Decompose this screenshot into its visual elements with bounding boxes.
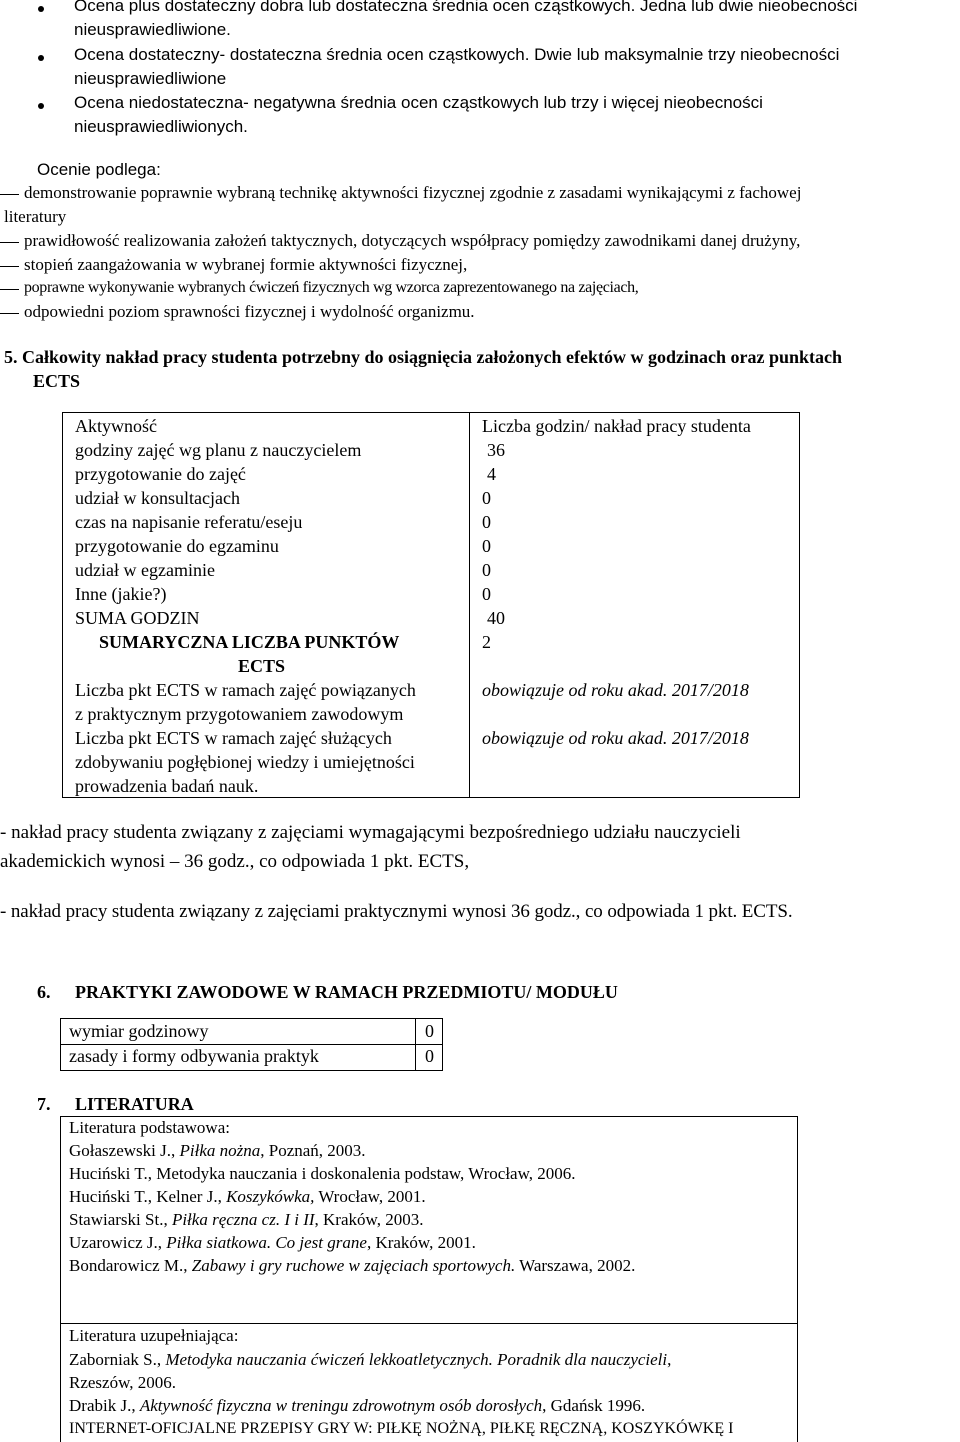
literature-author: Zaborniak S.,	[69, 1350, 166, 1369]
table-row-value: 0	[482, 512, 491, 532]
literature-rest: , Kraków, 2003.	[314, 1210, 424, 1229]
grading-line: Ocena dostateczny- dostateczna średnia ocen cząstkowych. Dwie lub maksymalnie trzy nieobecności	[74, 45, 840, 64]
assessment-item: prawidłowość realizowania założeń taktycznych, dotyczących współpracy pomiędzy zawodnikami danej drużyny,	[24, 231, 801, 250]
assessment-item: poprawne wykonywanie wybranych ćwiczeń fizycznych wg wzorca zaprezentowanego na zajęciach,	[24, 279, 639, 296]
table-row-label: udział w egzaminie	[75, 560, 215, 580]
ects-summary-label: SUMARYCZNA LICZBA PUNKTÓW	[99, 632, 400, 652]
literature-item-cont: Rzeszów, 2006.	[69, 1373, 177, 1392]
bullet-icon	[38, 55, 44, 61]
literature-rest: ,	[667, 1350, 672, 1369]
table-header-hours: Liczba godzin/ nakład pracy studenta	[482, 416, 751, 436]
literature-author: Stawiarski St.,	[69, 1210, 172, 1229]
table-row-label: SUMA GODZIN	[75, 608, 200, 628]
dash-icon	[0, 313, 19, 314]
research-ects-label: Liczba pkt ECTS w ramach zajęć służących	[75, 728, 392, 748]
literature-item	[69, 1141, 366, 1161]
literature-title: Piłka nożna	[179, 1141, 261, 1160]
table-divider	[469, 412, 470, 798]
bullet-icon	[38, 103, 44, 109]
literature-title: Piłka siatkowa. Co jest grane	[166, 1233, 367, 1252]
literature-rest: Metodyka nauczania i doskonalenia podstaw, Wrocław, 2006.	[156, 1164, 576, 1183]
table-header-activity: Aktywność	[75, 416, 157, 436]
assessment-item: demonstrowanie poprawnie wybraną technikę aktywności fizycznej zgodnie z zasadami wynikającymi z fachowej	[24, 183, 802, 202]
literature-rest: Wrocław, 2001.	[314, 1187, 426, 1206]
table-row-value: 0	[482, 536, 491, 556]
literature-item	[69, 1210, 423, 1230]
table-row-value: 0	[482, 584, 491, 604]
literature-title: Zabawy i gry ruchowe w zajęciach sportowych.	[191, 1256, 516, 1275]
literature-title: Koszykówka,	[226, 1187, 315, 1206]
dash-icon	[0, 242, 19, 243]
dash-icon	[0, 289, 19, 290]
grading-line: nieusprawiedliwione	[74, 69, 227, 88]
table-divider	[60, 1323, 798, 1324]
section-7-title: LITERATURA	[75, 1094, 194, 1114]
practical-ects-value: obowiązuje od roku akad. 2017/2018	[482, 680, 749, 700]
literature-rest: , Gdańsk 1996.	[542, 1396, 646, 1415]
internship-row-label: wymiar godzinowy	[69, 1021, 209, 1041]
research-ects-value: obowiązuje od roku akad. 2017/2018	[482, 728, 749, 748]
literature-author: Huciński T., Kelner J.,	[69, 1187, 227, 1206]
internship-row-label: zasady i formy odbywania praktyk	[69, 1046, 319, 1066]
table-row-value: 36	[487, 440, 505, 460]
table-row-label: przygotowanie do egzaminu	[75, 536, 279, 556]
grading-line: nieusprawiedliwionych.	[74, 117, 248, 136]
table-row-value: 40	[487, 608, 505, 628]
literature-title: Piłka ręczna cz. I i II	[171, 1210, 315, 1229]
literature-item	[69, 1350, 671, 1370]
practical-ects-label: Liczba pkt ECTS w ramach zajęć powiązanych	[75, 680, 416, 700]
internet-sources: INTERNET-OFICJALNE PRZEPISY GRY W: PIŁKĘ NOŻNĄ, PIŁKĘ RĘCZNĄ, KOSZYKÓWKĘ I	[69, 1420, 734, 1437]
literature-item	[69, 1164, 576, 1184]
bullet-icon	[38, 6, 44, 12]
assessment-item-cont: literatury	[4, 207, 67, 226]
basic-literature-heading: Literatura podstawowa:	[69, 1118, 230, 1137]
assessment-item: stopień zaangażowania w wybranej formie aktywności fizycznej,	[24, 255, 468, 274]
internship-row-value: 0	[425, 1046, 434, 1066]
literature-rest: , Kraków, 2001.	[366, 1233, 476, 1252]
literature-item	[69, 1233, 476, 1253]
grading-line: Ocena niedostateczna- negatywna średnia ocen cząstkowych lub trzy i więcej nieobecności	[74, 93, 763, 112]
internship-row-value: 0	[425, 1021, 434, 1041]
assessment-item: odpowiedni poziom sprawności fizycznej i wydolność organizmu.	[24, 302, 475, 321]
practical-ects-label-cont: z praktycznym przygotowaniem zawodowym	[75, 704, 404, 724]
table-row-value: 4	[487, 464, 496, 484]
literature-author: Gołaszewski J.,	[69, 1141, 180, 1160]
table-row-label: czas na napisanie referatu/eseju	[75, 512, 303, 532]
section-7-number: 7.	[37, 1094, 51, 1114]
supplementary-literature-heading: Literatura uzupełniająca:	[69, 1326, 239, 1345]
section-5-heading-cont: ECTS	[33, 371, 81, 391]
research-ects-label-cont: zdobywaniu pogłębionej wiedzy i umiejętności	[75, 752, 415, 772]
section-6-number: 6.	[37, 982, 51, 1002]
table-row-value: 0	[482, 488, 491, 508]
literature-rest: Warszawa, 2002.	[515, 1256, 636, 1275]
ects-summary-label-cont: ECTS	[238, 656, 286, 676]
table-divider	[60, 1044, 443, 1045]
literature-author: Huciński T.,	[69, 1164, 157, 1183]
literature-rest: , Poznań, 2003.	[260, 1141, 366, 1160]
literature-item	[69, 1187, 426, 1207]
literature-author: Bondarowicz M.,	[69, 1256, 192, 1275]
table-row-value: 0	[482, 560, 491, 580]
workload-note-cont: akademickich wynosi – 36 godz., co odpowiada 1 pkt. ECTS,	[0, 851, 470, 872]
literature-title: Metodyka nauczania ćwiczeń lekkoatletycznych. Poradnik dla nauczycieli	[165, 1350, 668, 1369]
dash-icon	[0, 266, 19, 267]
literature-item	[69, 1256, 635, 1276]
research-ects-label-cont: prowadzenia badań nauk.	[75, 776, 259, 796]
table-row-label: godziny zajęć wg planu z nauczycielem	[75, 440, 362, 460]
section-6-title: PRAKTYKI ZAWODOWE W RAMACH PRZEDMIOTU/ MODUŁU	[75, 982, 618, 1002]
literature-author: Drabik J.,	[69, 1396, 140, 1415]
section-5-heading: 5. Całkowity nakład pracy studenta potrzebny do osiągnięcia założonych efektów w godzinach oraz punktach	[4, 347, 843, 367]
dash-icon	[0, 194, 19, 195]
workload-note: - nakład pracy studenta związany z zajęciami praktycznymi wynosi 36 godz., co odpowiada 1 pkt. ECTS.	[0, 901, 793, 922]
table-row-label: przygotowanie do zajęć	[75, 464, 246, 484]
grading-line: Ocena plus dostateczny dobra lub dostateczna średnia ocen cząstkowych. Jedna lub dwie nieobecności	[74, 0, 858, 15]
literature-title: Aktywność fizyczna w treningu zdrowotnym osób dorosłych	[139, 1396, 543, 1415]
assessment-heading: Ocenie podlega:	[37, 160, 161, 179]
literature-item	[69, 1396, 645, 1416]
literature-author: Uzarowicz J.,	[69, 1233, 167, 1252]
table-row-label: udział w konsultacjach	[75, 488, 240, 508]
workload-note: - nakład pracy studenta związany z zajęciami wymagającymi bezpośredniego udziału nauczycieli	[0, 822, 741, 843]
ects-summary-value: 2	[482, 632, 491, 652]
table-row-label: Inne (jakie?)	[75, 584, 167, 604]
grading-line: nieusprawiedliwione.	[74, 20, 231, 39]
